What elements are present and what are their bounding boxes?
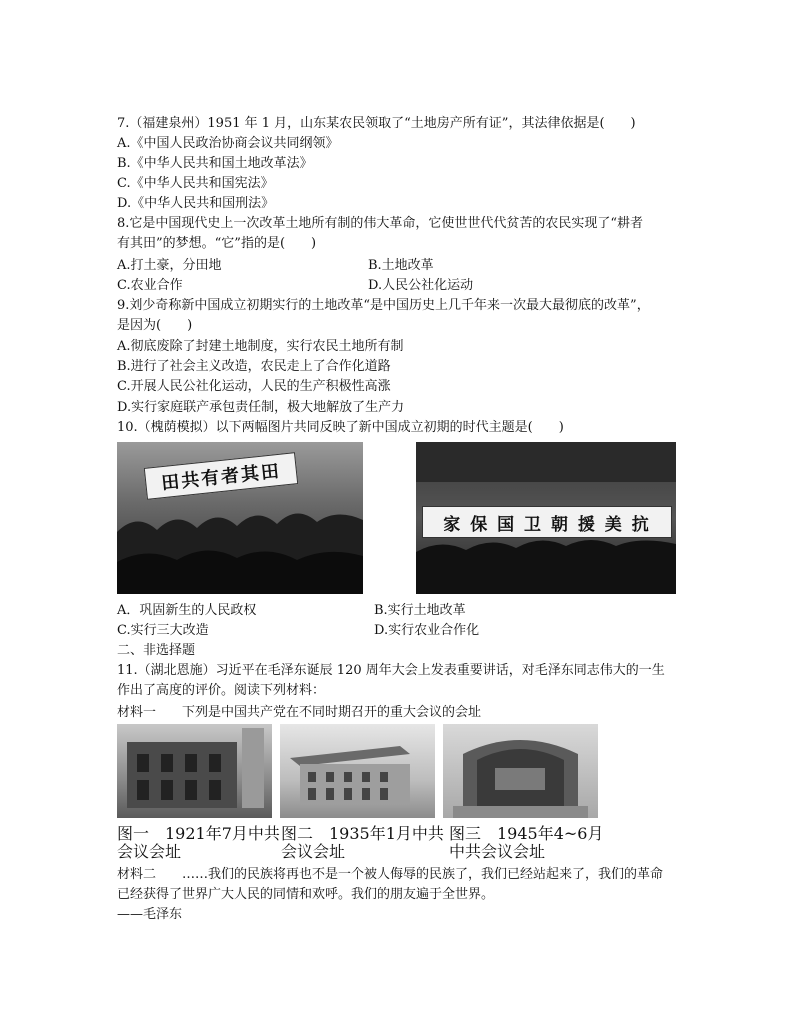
caption-2-line2: 会议会址: [281, 842, 346, 861]
q8-option-b: B.土地改革: [368, 258, 434, 273]
resist-america-banner: 家 保 国 卫 朝 援 美 抗: [422, 506, 672, 538]
caption-1-line2: 会议会址: [117, 842, 182, 861]
q8-stem-line2: 有其田”的梦想。“它”指的是( ): [117, 236, 317, 251]
q10-option-d: D.实行农业合作化: [374, 623, 480, 638]
q10-option-c: C.实行三大改造: [117, 623, 209, 638]
q8-option-d: D.人民公社化运动: [368, 278, 474, 293]
q10-option-b: B.实行土地改革: [374, 603, 466, 618]
land-reform-banner: 田共有者其田: [144, 452, 299, 500]
q11-stem-line1: 11.（湖北恩施）习近平在毛泽东诞辰 120 周年大会上发表重要讲话，对毛泽东同志伟大的一生: [117, 663, 665, 678]
caption-3-line1: 图三 1945年4~6月: [449, 824, 604, 843]
q9-option-a: A.彻底废除了封建土地制度，实行农民土地所有制: [117, 339, 404, 354]
q8-stem-line1: 8.它是中国现代史上一次改革土地所有制的伟大革命，它使世世代代贫苦的农民实现了“耕者: [117, 216, 644, 231]
q10-stem: 10.（槐荫模拟）以下两幅图片共同反映了新中国成立初期的时代主题是( ): [117, 420, 564, 435]
q7-option-c: C.《中华人民共和国宪法》: [117, 176, 274, 191]
resist-america-photo: [416, 442, 676, 594]
q11-material1: 材料一 下列是中国共产党在不同时期召开的重大会议的会址: [117, 705, 482, 720]
q7-stem: 7.（福建泉州）1951 年 1 月，山东某农民领取了“土地房产所有证”，其法律依据是( ): [117, 116, 636, 131]
q7-option-a: A.《中国人民政治协商会议共同纲领》: [117, 136, 339, 151]
q11-source: ——毛泽东: [117, 907, 183, 922]
site-photo-1921: [117, 724, 272, 818]
q11-material2-line2: 已经获得了世界广大人民的同情和欢呼。我们的朋友遍于全世界。: [117, 887, 495, 902]
q8-option-a: A.打土豪，分田地: [117, 258, 222, 273]
q9-option-c: C.开展人民公社化运动，人民的生产积极性高涨: [117, 379, 391, 394]
land-reform-photo: [117, 442, 363, 594]
building-1921: [117, 724, 272, 818]
site-photo-1945: [443, 724, 598, 818]
caption-2-line1: 图二 1935年1月中共: [281, 824, 444, 843]
q7-option-d: D.《中华人民共和国刑法》: [117, 196, 275, 211]
hall-1945: [443, 724, 598, 818]
q7-option-b: B.《中华人民共和国土地改革法》: [117, 156, 313, 171]
caption-1-line1: 图一 1921年7月中共: [117, 824, 280, 843]
section-heading: 二、非选择题: [117, 643, 196, 658]
q9-stem-line2: 是因为( ): [117, 318, 193, 333]
q11-stem-line2: 作出了高度的评价。阅读下列材料：: [117, 683, 326, 698]
q8-option-c: C.农业合作: [117, 278, 183, 293]
building-1935: [280, 724, 435, 818]
caption-3-line2: 中共会议会址: [449, 842, 546, 861]
q9-option-b: B.进行了社会主义改造，农民走上了合作化道路: [117, 359, 391, 374]
q11-material2-line1: 材料二 ……我们的民族将再也不是一个被人侮辱的民族了，我们已经站起来了，我们的革命: [117, 867, 664, 882]
q9-option-d: D.实行家庭联产承包责任制，极大地解放了生产力: [117, 400, 405, 415]
q9-stem-line1: 9.刘少奇称新中国成立初期实行的土地改革“是中国历史上几千年来一次最大最彻底的改革”，: [117, 298, 650, 313]
q10-option-a: A．巩固新生的人民政权: [117, 603, 257, 618]
site-photo-1935: [280, 724, 435, 818]
